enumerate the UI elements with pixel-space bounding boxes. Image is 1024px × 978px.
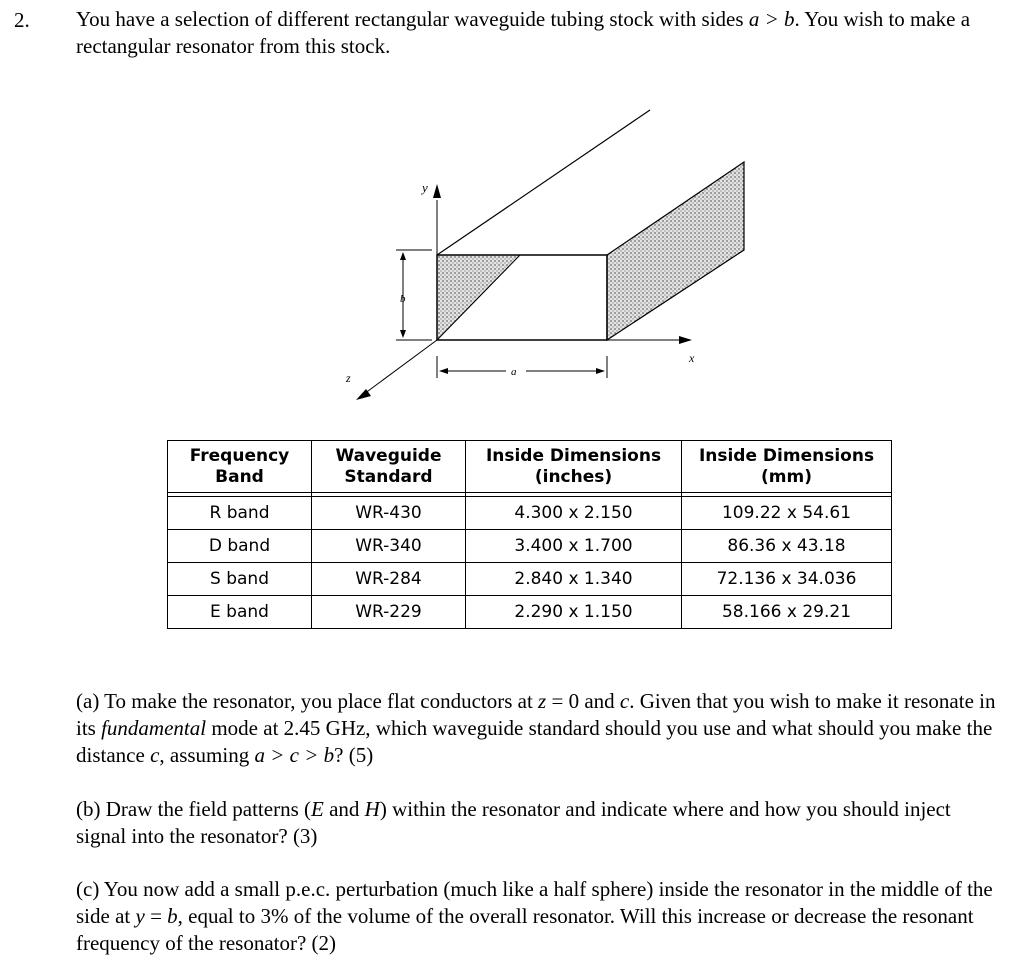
cell-mm: 109.22 x 54.61 [682, 497, 892, 530]
cell-mm: 72.136 x 34.036 [682, 563, 892, 596]
a-arrow-left-icon [439, 368, 448, 374]
label-b: b [400, 293, 406, 305]
question-intro [76, 6, 1006, 60]
cell-inches: 2.290 x 1.150 [466, 596, 682, 629]
cell-band: S band [168, 563, 312, 596]
question-number: 2. [14, 8, 30, 32]
table-header-row [168, 441, 892, 493]
cell-inches: 4.300 x 2.150 [466, 497, 682, 530]
cell-mm: 86.36 x 43.18 [682, 530, 892, 563]
intro-condition: a > b [748, 7, 795, 31]
header-inside-dimensions-inches: Inside Dimensions (inches) [466, 441, 682, 493]
label-z: z [346, 371, 351, 385]
header-inside-dimensions-mm: Inside Dimensions (mm) [682, 441, 892, 493]
header-waveguide-standard: Waveguide Standard [312, 441, 466, 493]
header-frequency-band: Frequency Band [168, 441, 312, 493]
cell-band: D band [168, 530, 312, 563]
part-a-text: (a) To make the resonator, you place flat conductors at z = 0 and c. Given that you wish to make it resonate in its fundamental mode at 2.45 GHz, which waveguide standard should you use and what should you make the distance c, assuming a > c > b? (5) [76, 689, 996, 767]
top-edge-back [437, 110, 650, 255]
intro-text: You have a selection of different rectangular waveguide tubing stock with sides [76, 7, 749, 31]
a-arrow-right-icon [596, 368, 605, 374]
cell-inches: 2.840 x 1.340 [466, 563, 682, 596]
x-arrow-icon [679, 336, 692, 344]
table-row [168, 596, 892, 629]
label-y: y [422, 180, 428, 195]
cell-standard: WR-430 [312, 497, 466, 530]
cell-standard: WR-284 [312, 563, 466, 596]
cell-inches: 3.400 x 1.700 [466, 530, 682, 563]
waveguide-table [167, 440, 892, 629]
y-arrow-icon [433, 184, 441, 198]
cell-standard: WR-229 [312, 596, 466, 629]
part-c-text: (c) You now add a small p.e.c. perturbation (much like a half sphere) inside the resonator in the middle of the side at y = b, equal to 3% of the volume of the overall resonator. Will this increase or decrease the resonant frequency of the resonator? (2) [76, 877, 993, 955]
label-x: x [689, 351, 695, 365]
cell-band: E band [168, 596, 312, 629]
table-row [168, 563, 892, 596]
label-a: a [511, 366, 517, 378]
dimension-a [437, 356, 607, 378]
table-row [168, 497, 892, 530]
z-axis [364, 340, 437, 394]
intro-text-end: . You wish to make a rectangular resonator from this stock. [76, 7, 971, 58]
waveguide-diagram [330, 100, 750, 420]
cell-band: R band [168, 497, 312, 530]
b-arrow-down-icon [400, 330, 406, 338]
b-arrow-up-icon [400, 252, 406, 260]
cell-standard: WR-340 [312, 530, 466, 563]
part-b-text: (b) Draw the field patterns (E and H) within the resonator and indicate where and how you should inject signal into the resonator? (3) [76, 797, 951, 848]
cell-mm: 58.166 x 29.21 [682, 596, 892, 629]
waveguide-body [437, 110, 744, 340]
table-row [168, 530, 892, 563]
shaded-side-face [607, 162, 744, 340]
